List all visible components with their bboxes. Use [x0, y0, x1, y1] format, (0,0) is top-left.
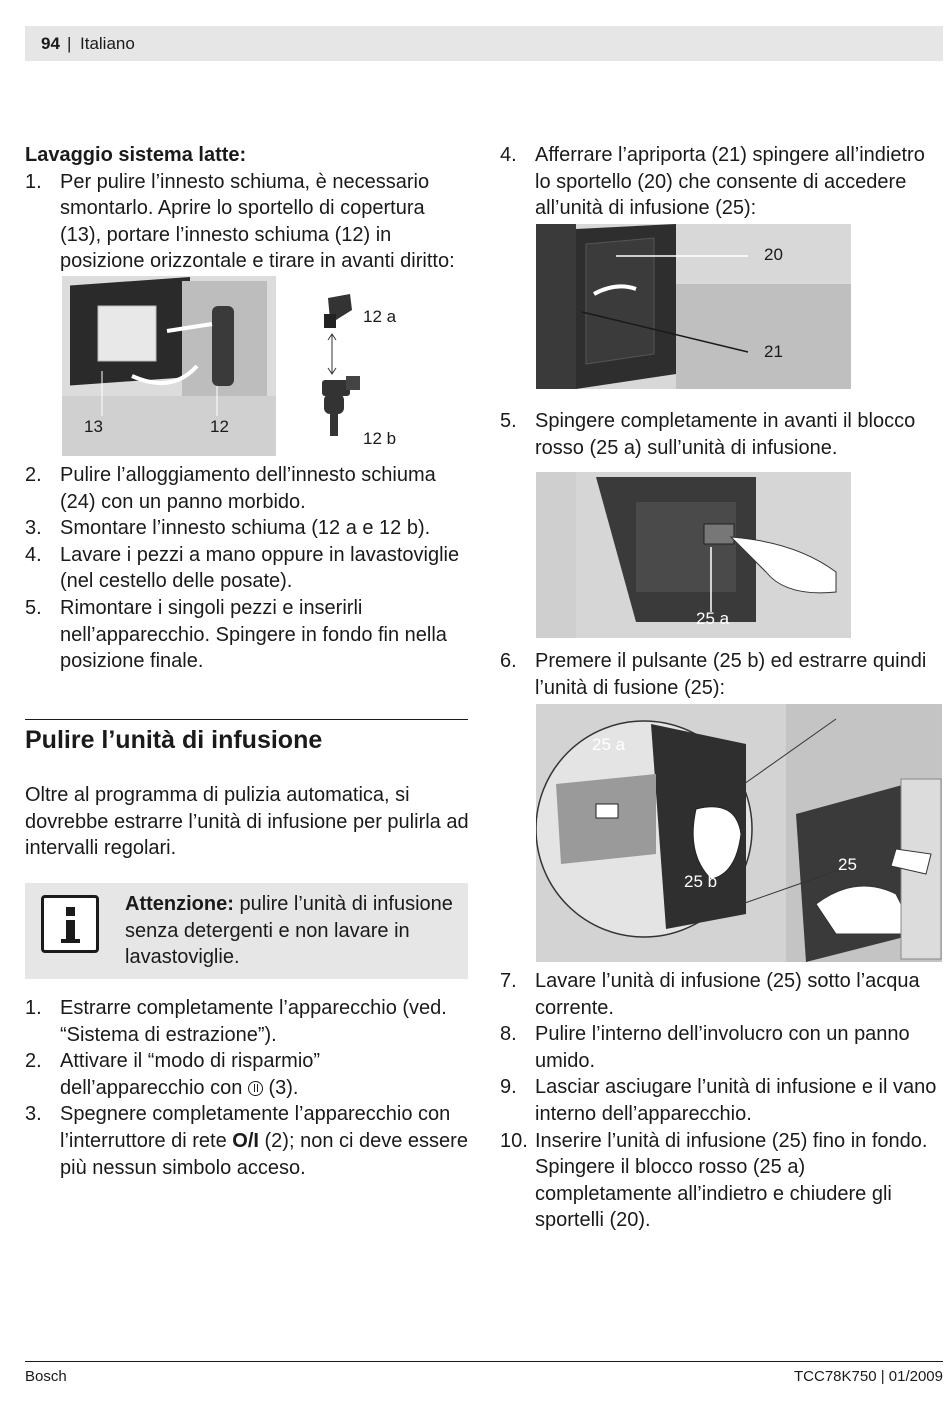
- milk-step-2: [25, 462, 470, 515]
- footer-brand: Bosch: [25, 1368, 67, 1385]
- step-number: 1.: [25, 997, 42, 1019]
- step-number: 6.: [500, 650, 517, 672]
- step-text: Pulire l’interno dell’involucro con un panno umido.: [535, 1023, 910, 1072]
- step-text: Lavare l’unità di infusione (25) sotto l’acqua corrente.: [535, 970, 920, 1019]
- step-text: Spingere completamente in avanti il blocco rosso (25 a) sull’unità di infusione.: [535, 410, 916, 459]
- infusion-step-1: [25, 995, 470, 1048]
- right-steps-end: [500, 968, 945, 1234]
- right-step-4: [500, 142, 945, 222]
- step-number: 5.: [500, 410, 517, 432]
- infusion-step-3: [25, 1101, 470, 1181]
- figure-access-door: [536, 224, 851, 389]
- figure1-label-12: 12: [210, 417, 229, 436]
- figure1-label-12b: 12 b: [363, 429, 397, 448]
- infusion-step-2: [25, 1048, 470, 1101]
- step-text: Pulire l’alloggiamento dell’innesto schiuma (24) con un panno morbido.: [60, 464, 436, 513]
- step-4: [500, 142, 945, 222]
- figure1-label-12a: 12 a: [363, 307, 397, 326]
- step-number: 10.: [500, 1129, 528, 1152]
- notice-box: [25, 883, 468, 979]
- step-text: Smontare l’innesto schiuma (12 a e 12 b).: [60, 517, 431, 540]
- milk-section: [25, 142, 470, 275]
- step-number: 7.: [500, 970, 517, 992]
- step-text: Rimontare i singoli pezzi e inserirli nell’apparecchio. Spingere in fondo fin nella posizione finale.: [60, 596, 447, 673]
- switch-symbol: O/I: [232, 1129, 259, 1152]
- milk-step-1: [25, 169, 470, 275]
- right-step-5: [500, 408, 945, 461]
- step-8: [500, 1021, 945, 1074]
- notice-body: pulire l’unità di infusione senza detergenti e non lavare in lavastoviglie.: [125, 893, 453, 969]
- step-text-b: (2); non ci deve essere più nessun simbolo acceso.: [60, 1129, 468, 1179]
- step-number: 1.: [25, 170, 42, 193]
- milk-step-4: [25, 542, 470, 595]
- figure4-label-25: 25: [838, 855, 857, 874]
- power-save-icon: [248, 1081, 263, 1096]
- step-number: 8.: [500, 1023, 517, 1046]
- step-number: 3.: [25, 517, 42, 540]
- step-number: 4.: [500, 144, 517, 166]
- header-separator: |: [67, 34, 72, 53]
- step-text: Inserire l’unità di infusione (25) fino in fondo. Spingere il blocco rosso (25 a) completamente all’indietro e chiudere gli sportelli (20).: [535, 1129, 928, 1232]
- section-intro: Oltre al programma di pulizia automatica, si dovrebbe estrarre l’unità di infusione per pulirla ad intervalli regolari.: [25, 784, 469, 860]
- notice-label: Attenzione:: [125, 893, 234, 915]
- step-9: [500, 1074, 945, 1127]
- step-number: 2.: [25, 464, 42, 486]
- step-number: 4.: [25, 543, 42, 566]
- step-number: 2.: [25, 1050, 42, 1073]
- step-6: [500, 648, 945, 701]
- figure1-label-13: 13: [84, 417, 103, 436]
- step-text: Lasciar asciugare l’unità di infusione e il vano interno dell’apparecchio.: [535, 1076, 937, 1125]
- step-text: Estrarre completamente l’apparecchio (ved. “Sistema di estrazione”).: [60, 997, 447, 1046]
- milk-step-3: [25, 515, 470, 542]
- footer-divider: [25, 1361, 943, 1362]
- step-text-a: Spegnere completamente l’apparecchio con l’interruttore di rete: [60, 1103, 451, 1152]
- step-text: Lavare i pezzi a mano oppure in lavastoviglie (nel cestello delle posate).: [60, 543, 460, 593]
- figure4-label-25b: 25 b: [684, 872, 718, 891]
- section-title: Pulire l’unità di infusione: [25, 726, 323, 754]
- step-text-b: (3).: [262, 1076, 299, 1099]
- step-text: Afferrare l’apriporta (21) spingere all’indietro lo sportello (20) che consente di accedere all’unità di infusione (25):: [535, 144, 925, 220]
- info-icon: [41, 895, 99, 953]
- step-text: Per pulire l’innesto schiuma, è necessario smontarlo. Aprire lo sportello di copertura (13), portare l’innesto schiuma (12) in posizione orizzontale e tirare in avanti diritto:: [60, 170, 455, 273]
- step-10: [500, 1128, 945, 1234]
- step-7: [500, 968, 945, 1021]
- milk-step-5: [25, 595, 470, 675]
- figure2-label-21: 21: [764, 342, 783, 361]
- footer-model-date: TCC78K750 | 01/2009: [794, 1368, 943, 1385]
- step-text-a: Attivare il “modo di risparmio” dell’apparecchio con: [60, 1050, 321, 1099]
- step-text: [60, 1101, 470, 1181]
- section-divider: [25, 719, 468, 720]
- milk-steps-list: [25, 462, 470, 675]
- step-number: 9.: [500, 1076, 517, 1099]
- right-step-6: [500, 648, 945, 701]
- figure2-label-20: 20: [764, 245, 783, 264]
- step-number: 3.: [25, 1103, 42, 1126]
- notice-text: [125, 891, 460, 971]
- step-text: Premere il pulsante (25 b) ed estrarre quindi l’unità di fusione (25):: [535, 650, 927, 699]
- milk-title: Lavaggio sistema latte:: [25, 144, 247, 166]
- step-number: 5.: [25, 596, 42, 619]
- infusion-steps-list: [25, 995, 470, 1181]
- page-number: 94: [41, 34, 60, 53]
- step-text: [60, 1048, 470, 1101]
- figure4-label-25a: 25 a: [592, 735, 626, 754]
- figure3-label-25a: 25 a: [696, 609, 730, 628]
- figure-red-block: [536, 472, 851, 638]
- page-header: [25, 26, 943, 61]
- step-5: [500, 408, 945, 461]
- header-language: Italiano: [80, 34, 135, 53]
